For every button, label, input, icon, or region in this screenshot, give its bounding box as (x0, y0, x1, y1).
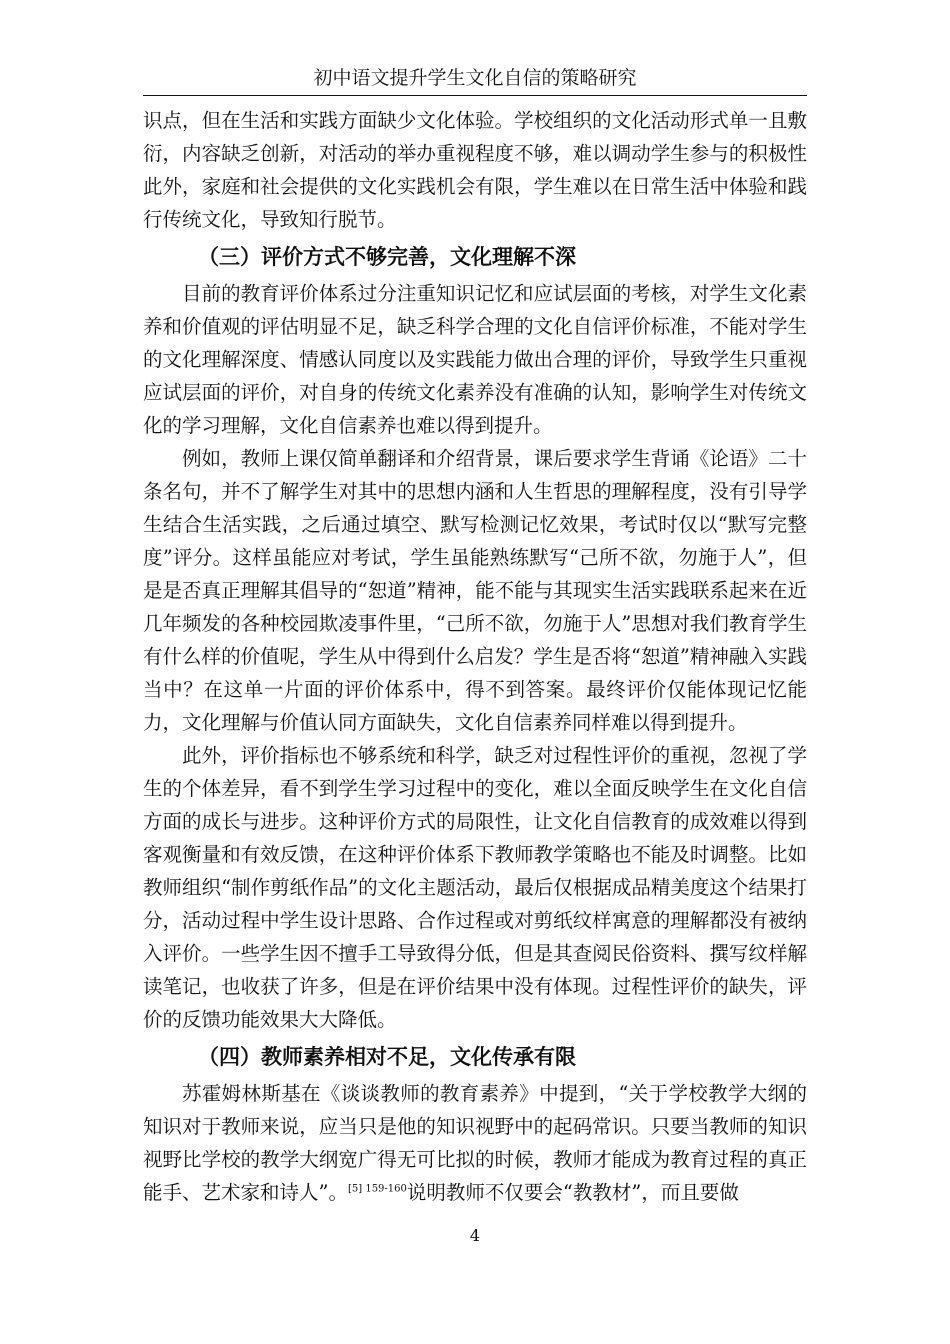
paragraph-teacher-literacy (143, 1077, 807, 1209)
paragraph-tail: 说明教师不仅要会“教教材”，而且要做 (406, 1181, 739, 1204)
page-body (143, 104, 807, 1209)
header-rule (143, 95, 807, 96)
section-heading-3: （三）评价方式不够完善，文化理解不深 (198, 245, 576, 269)
paragraph-example-lunyu: 例如，教师上课仅简单翻译和介绍背景，课后要求学生背诵《论语》二十条名句，并不了解学生对其中的思想内涵和人生哲思的理解程度，没有引导学生结合生活实践，之后通过填空、默写检测记忆效果，考试时仅以“默写完整度”评分。这样虽能应对考试，学生虽能熟练默写“己所不欲，勿施于人”，但是是否真正理解其倡导的“恕道”精神，能不能与其现实生活实践联系起来在近几年频发的各种校园欺凌事件里，“己所不欲，勿施于人”思想对我们教育学生有什么样的价值呢，学生从中得到什么启发？学生是否将“恕道”精神融入实践当中？在这单一片面的评价体系中，得不到答案。最终评价仅能体现记忆能力，文化理解与价值认同方面缺失，文化自信素养同样难以得到提升。 (143, 447, 807, 734)
quote-text: 苏霍姆林斯基在《谈谈教师的教育素养》中提到，“关于学校教学大纲的知识对于教师来说，应当只是他的知识视野中的起码常识。只要当教师的知识视野比学校的教学大纲宽广得无可比拟的时候，教师才能成为教育过程的真正能手、艺术家和诗人”。 (143, 1082, 807, 1204)
paragraph-continued: 识点，但在生活和实践方面缺少文化体验。学校组织的文化活动形式单一且敷衍，内容缺乏创新，对活动的举办重视程度不够，难以调动学生参与的积极性此外，家庭和社会提供的文化实践机会有限，学生难以在日常生活中体验和践行传统文化，导致知行脱节。 (143, 109, 807, 231)
paragraph-evaluation-indicators: 此外，评价指标也不够系统和科学，缺乏对过程性评价的重视，忽视了学生的个体差异，看不到学生学习过程中的变化，难以全面反映学生在文化自信方面的成长与进步。这种评价方式的局限性，让文化自信教育的成效难以得到客观衡量和有效反馈，在这种评价体系下教师教学策略也不能及时调整。比如教师组织“制作剪纸作品”的文化主题活动，最后仅根据成品精美度这个结果打分，活动过程中学生设计思路、合作过程或对剪纸纹样寓意的理解都没有被纳入评价。一些学生因不擅手工导致得分低，但是其查阅民俗资料、撰写纹样解读笔记，也收获了许多，但是在评价结果中没有体现。过程性评价的缺失，评价的反馈功能效果大大降低。 (143, 744, 807, 1031)
paragraph-evaluation-system: 目前的教育评价体系过分注重知识记忆和应试层面的考核，对学生文化素养和价值观的评估明显不足，缺乏科学合理的文化自信评价标准，不能对学生的文化理解深度、情感认同度以及实践能力做出合理的评价，导致学生只重视应试层面的评价，对自身的传统文化素养没有准确的认知，影响学生对传统文化的学习理解，文化自信素养也难以得到提升。 (143, 282, 807, 437)
page-number: 4 (469, 1226, 481, 1245)
citation-reference: [5] 159-160 (347, 1183, 407, 1195)
running-header-title: 初中语文提升学生文化自信的策略研究 (313, 67, 637, 89)
section-heading-4: （四）教师素养相对不足，文化传承有限 (198, 1045, 576, 1069)
